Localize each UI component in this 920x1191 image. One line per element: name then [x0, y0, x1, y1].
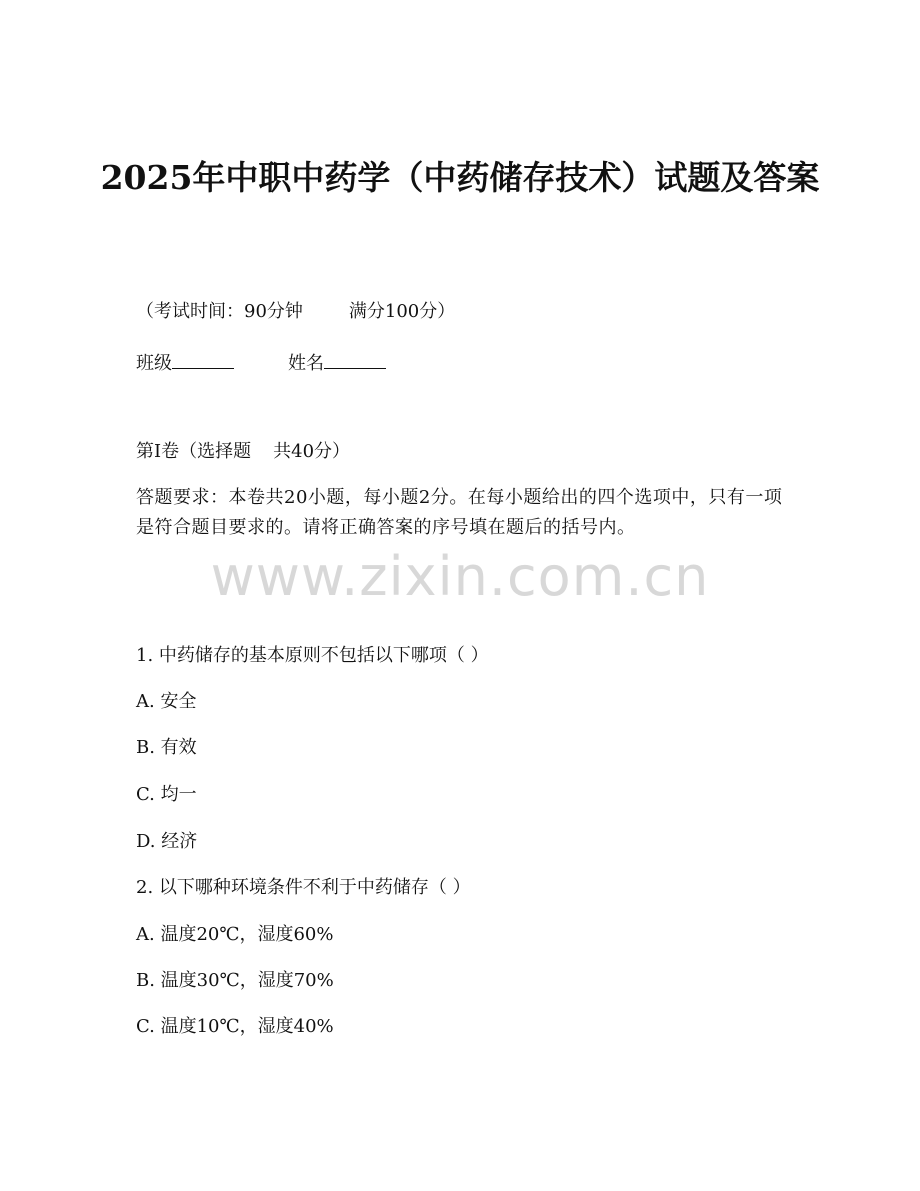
- exam-time: （考试时间：90分钟: [136, 301, 303, 322]
- name-label: 姓名: [288, 353, 324, 374]
- section-total: 共40分）: [273, 441, 351, 462]
- question-1-option-a: A. 安全: [136, 691, 197, 712]
- class-blank: [172, 348, 234, 369]
- question-1-option-c: C. 均一: [136, 784, 197, 805]
- question-2-option-c: C. 温度10℃，湿度40%: [136, 1016, 334, 1037]
- full-score: 满分100分）: [348, 301, 456, 322]
- exam-info-line: [136, 299, 786, 325]
- class-label: 班级: [136, 353, 172, 374]
- question-2-option-b: B. 温度30℃，湿度70%: [136, 970, 334, 991]
- question-1-option-d: D. 经济: [136, 831, 198, 852]
- question-2-option-a: A. 温度20℃，湿度60%: [136, 924, 334, 945]
- instructions: 答题要求：本卷共20小题，每小题2分。在每小题给出的四个选项中，只有一项是符合题目要求的。请将正确答案的序号填在题后的括号内。: [136, 487, 783, 538]
- name-blank: [324, 348, 386, 369]
- watermark: www.zixin.com.cn: [210, 545, 710, 608]
- question-1-option-b: B. 有效: [136, 737, 197, 758]
- section-heading: [136, 439, 786, 465]
- document-title: 2025年中职中药学（中药储存技术）试题及答案: [100, 158, 820, 197]
- question-2-stem: 2. 以下哪种环境条件不利于中药储存（ ）: [136, 877, 471, 898]
- student-info-line: [136, 348, 786, 377]
- section-title: 第I卷（选择题: [136, 441, 252, 462]
- question-1-stem: 1. 中药储存的基本原则不包括以下哪项（ ）: [136, 645, 489, 666]
